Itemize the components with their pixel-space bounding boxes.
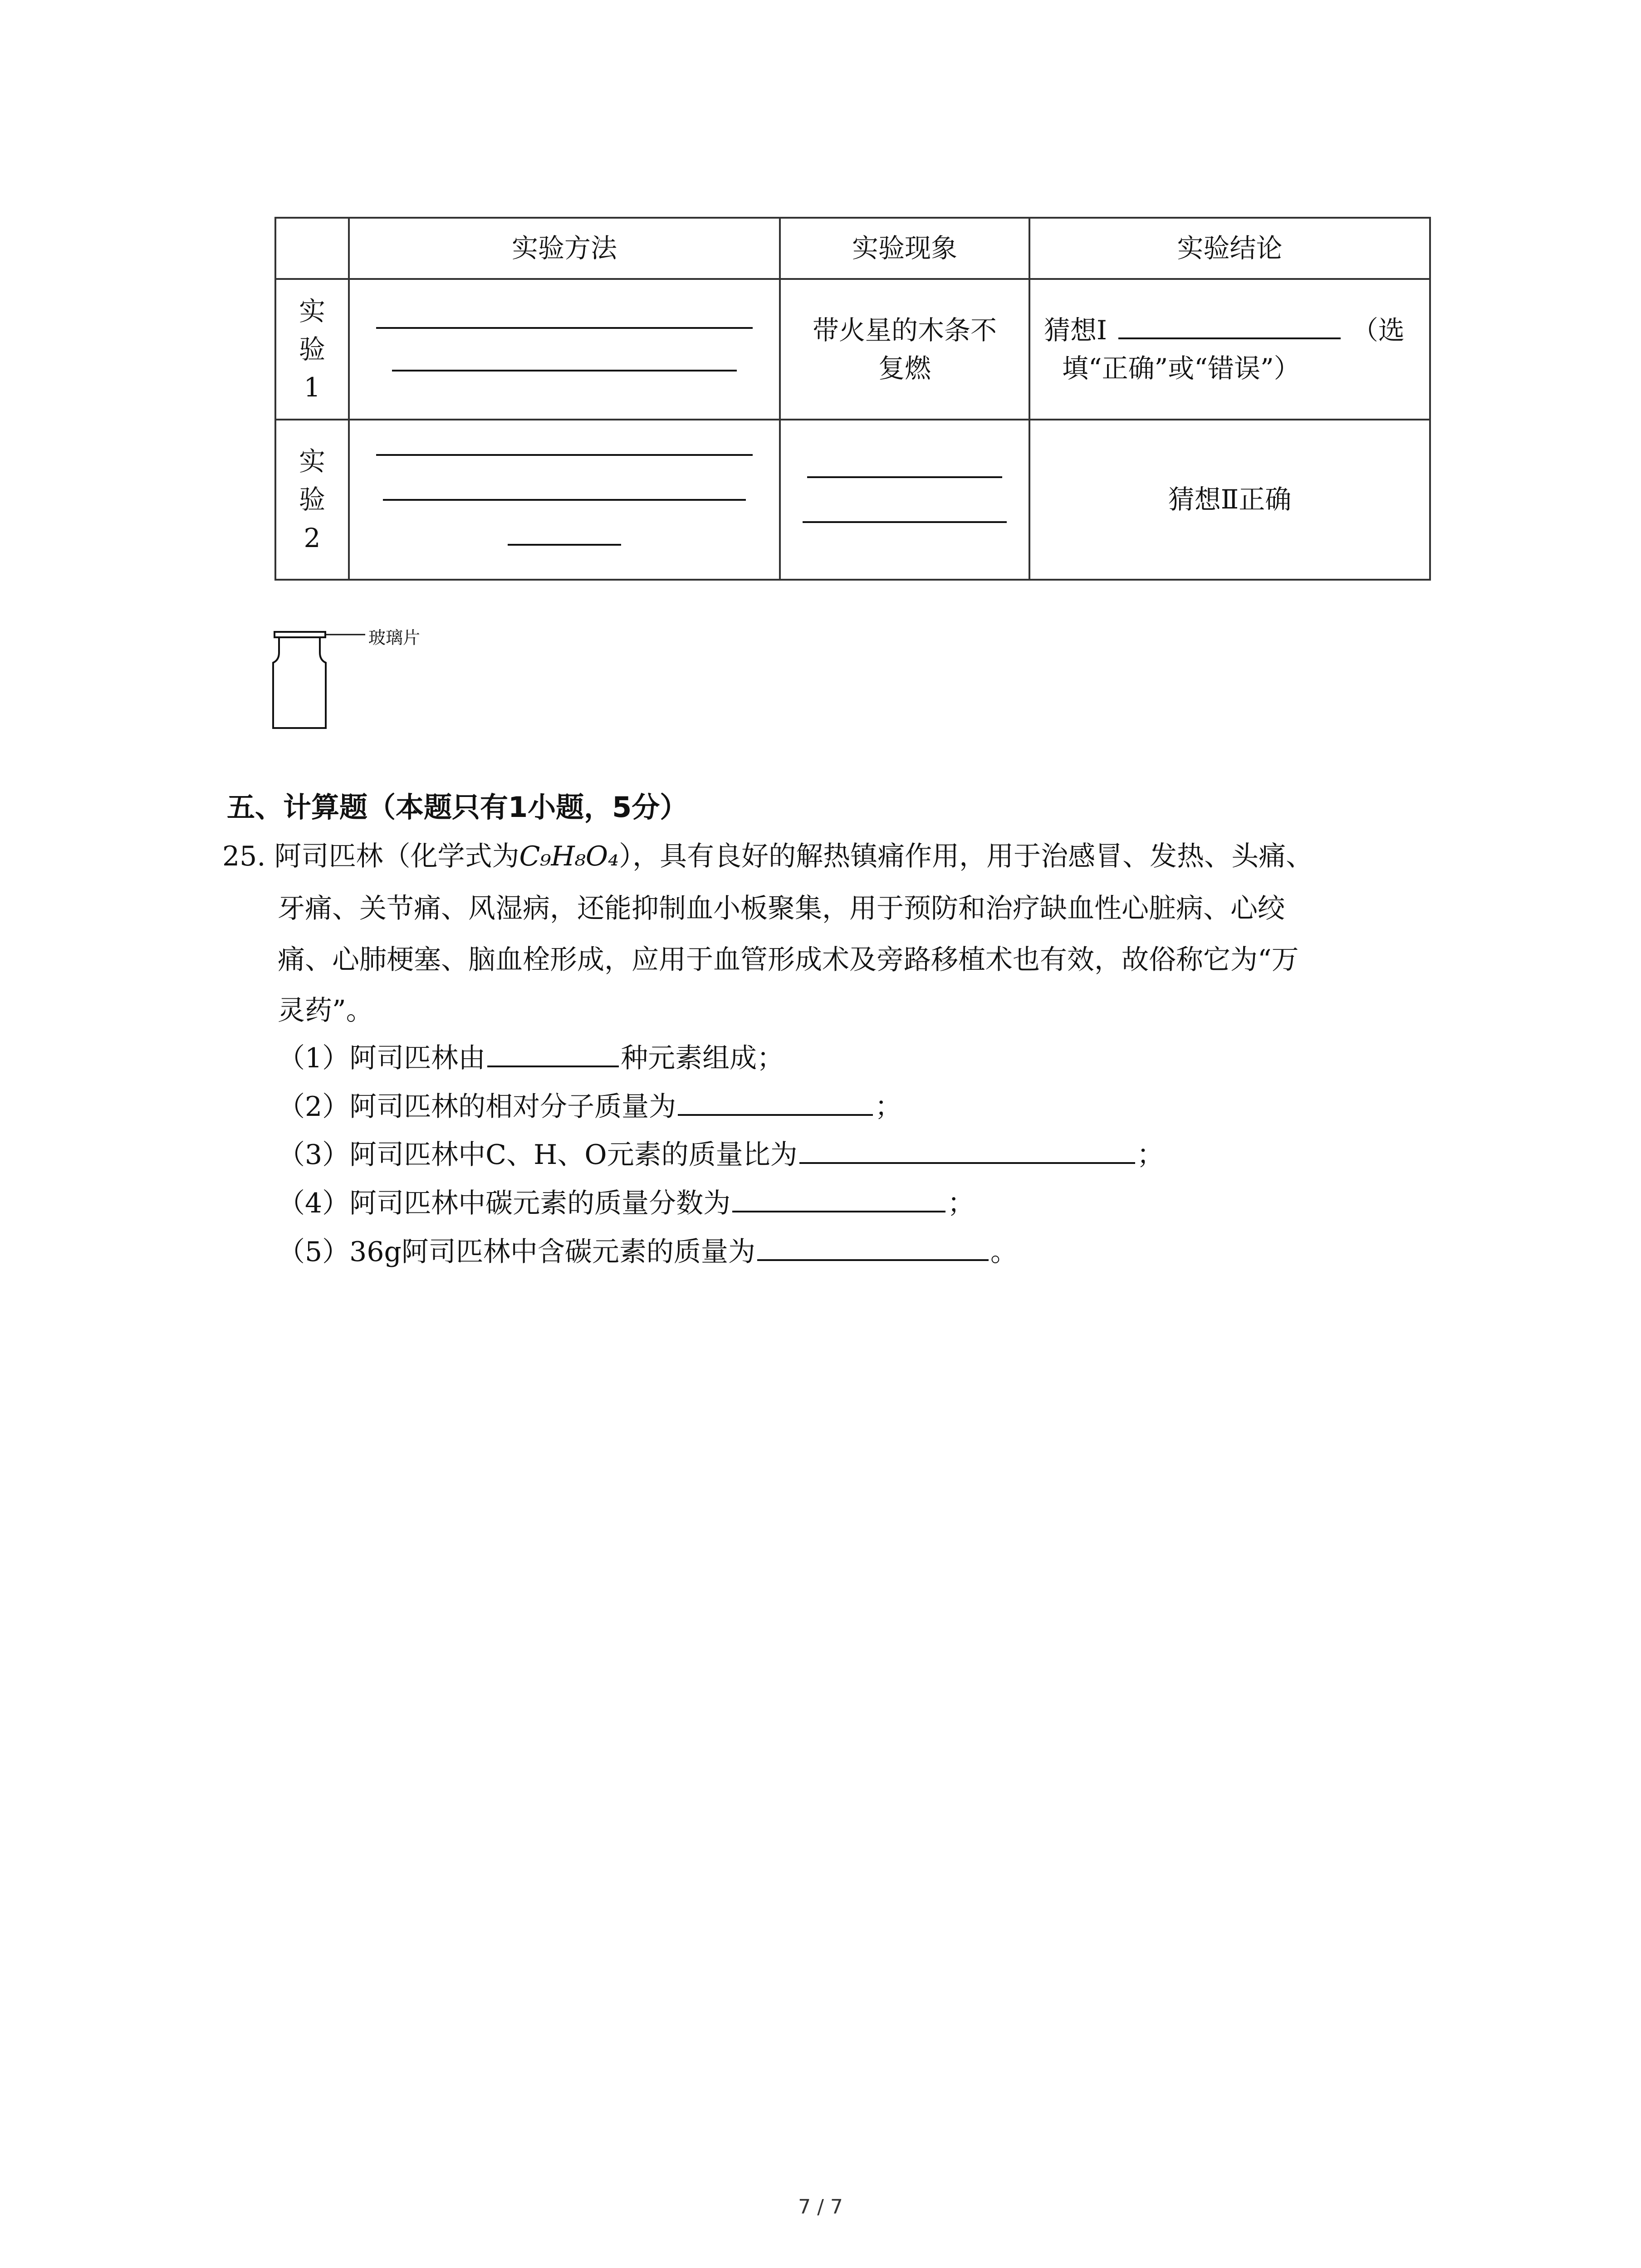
row-label-exp1: 实 验 1: [275, 279, 349, 420]
question-line: 痛、心肺梗塞、脑血栓形成，应用于血管形成术及旁路移植术也有效，故俗称它为“万: [278, 944, 1299, 976]
answer-blank[interactable]: [383, 499, 746, 501]
answer-blank[interactable]: [392, 370, 737, 371]
glass-plate-label: 玻璃片: [368, 628, 421, 648]
section-title: 五、计算题（本题只有1小题，5分）: [227, 791, 688, 824]
header-phenomenon: 实验现象: [780, 218, 1029, 279]
gas-jar-icon: [272, 628, 463, 735]
conclusion-line2: 填“正确”或“错误”）: [1062, 353, 1300, 384]
conclusion-cell-exp1: [1029, 279, 1430, 420]
question-line: 灵药”。: [278, 995, 373, 1026]
sub-question-5: （5）36g阿司匹林中含碳元素的质量为 。: [278, 1236, 1018, 1268]
answer-blank[interactable]: [376, 454, 753, 456]
question-number: 25.: [222, 841, 266, 872]
page-number: 7 / 7: [798, 2195, 843, 2219]
method-cell-exp2: [349, 420, 780, 580]
table-row: [275, 279, 1430, 420]
answer-blank[interactable]: [376, 327, 753, 329]
sub-question-2: （2）阿司匹林的相对分子质量为 ；: [278, 1091, 902, 1123]
conclusion-suffix: （选: [1352, 314, 1405, 346]
header-empty: [275, 218, 349, 279]
sub-question-1: （1）阿司匹林由 种元素组成；: [278, 1042, 784, 1074]
method-cell-exp1: [349, 279, 780, 420]
experiment-table: [274, 217, 1431, 581]
answer-blank[interactable]: [1118, 319, 1341, 339]
conclusion-prefix: 猜想Ⅰ: [1044, 314, 1107, 346]
phenomenon-cell-exp2: [780, 420, 1029, 580]
phenomenon-line: 带火星的木条不: [812, 314, 997, 346]
sub-question-4: （4）阿司匹林中碳元素的质量分数为 ；: [278, 1188, 975, 1219]
row-label-exp2: 实 验 2: [275, 420, 349, 580]
answer-blank[interactable]: [807, 476, 1002, 478]
phenomenon-cell-exp1: [780, 279, 1029, 420]
phenomenon-line: 复燃: [878, 353, 931, 384]
conclusion-cell-exp2: 猜想Ⅱ正确: [1029, 420, 1430, 580]
header-method: 实验方法: [349, 218, 780, 279]
header-conclusion: 实验结论: [1029, 218, 1430, 279]
answer-blank[interactable]: [757, 1237, 989, 1261]
question-line: [222, 835, 1313, 874]
answer-blank[interactable]: [508, 544, 621, 546]
sub-question-3: （3）阿司匹林中C、H、O元素的质量比为 ；: [278, 1139, 1164, 1171]
question-intro-cont: ），具有良好的解热镇痛作用，用于治感冒、发热、头痛、: [619, 841, 1313, 872]
answer-blank[interactable]: [678, 1091, 873, 1116]
gas-jar-figure: [272, 628, 463, 735]
answer-blank[interactable]: [803, 521, 1007, 523]
table-row: [275, 420, 1430, 580]
chemical-formula: C₉H₈O₄: [519, 841, 619, 872]
answer-blank[interactable]: [732, 1188, 945, 1212]
question-line: 牙痛、关节痛、风湿病，还能抑制血小板聚集，用于预防和治疗缺血性心脏病、心绞: [278, 893, 1285, 924]
answer-blank[interactable]: [799, 1139, 1135, 1164]
question-intro: 阿司匹林（化学式为: [274, 841, 519, 872]
answer-blank[interactable]: [487, 1043, 619, 1067]
table-header-row: [275, 218, 1430, 279]
